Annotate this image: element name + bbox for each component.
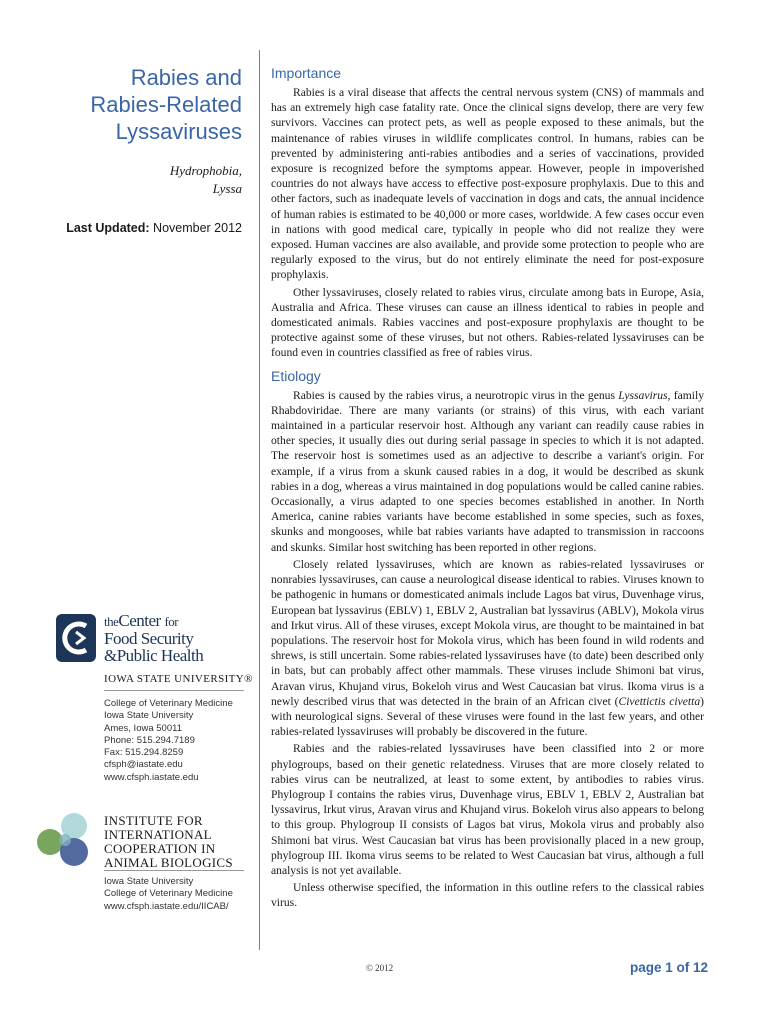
- last-updated-label: Last Updated:: [66, 221, 150, 235]
- contact-line: Ames, Iowa 50011: [104, 722, 182, 734]
- paragraph: Rabies is caused by the rabies virus, a neurotropic virus in the genus Lyssavirus, family Rhabdoviridae. There are many variants (or strains) of this virus, with each variant maintained in a particular reservoir host. Although any variant can readily cause rabies in other species, it usually dies out during serial passage in species to which it is not adapted. The reservoir host is sometimes used as an adjective to describe a variant's origin. For example, if a virus from a skunk caused rabies in a dog, it would be described as skunk rabies in a dog, whereas a virus maintained in dog populations would be called canine rabies. Occasionally, a virus adapted to one species becomes established in another. In North America, canine rabies variants have become established in some species, such as foxes, skunks and mongooses, while bat rabies variants have adapted to transmission in raccoons and skunks. Similar host switching has been reported in other regions.: [271, 388, 704, 554]
- copyright: © 2012: [366, 963, 394, 973]
- species-name: Civettictis civetta: [618, 694, 701, 708]
- contact-line: Iowa State University: [104, 876, 194, 887]
- synonym-1: Hydrophobia,: [169, 163, 242, 178]
- paragraph: Rabies is a viral disease that affects the central nervous system (CNS) of mammals and has an extremely high case fatality rate. Once the clinical signs develop, there are very few survivors. Vaccines can protect pets, as well as people exposed to these animals, but the maintenance of rabies viruses in wildlife complicates control. In humans, rabies can be prevented by administering anti-rabies antibodies and a series of vaccinations, provided exposure is recognized before the symptoms appear. However, people in impoverished countries do not always have access to effective post-exposure prophylaxis. Due to this and other factors, such as inadequate levels of vaccination in dogs and cats, the annual incidence of human rabies is estimated to be 40,000 or more cases, worldwide. A few cases occur even in nations with good medical care, typically in people who did not realize they were exposed. Human vaccines are also available, and provide some protection to people who are regularly exposed to the virus, but do not entirely eliminate the need for post-exposure prophylaxis.: [271, 86, 704, 282]
- page-number: page 1 of 12: [629, 960, 708, 975]
- paragraph: Rabies and the rabies-related lyssaviruses have been classified into 2 or more phylogroups, based on their genetic relatedness. Viruses that are more closely related to rabies virus can be neutralized, at least to some extent, by antibodies to rabies virus. Phylogroup I contains the rabies virus, Duvenhage virus, EBLV 1, EBLV 2, Australian bat lyssavirus, Irkut virus, Aravan virus and Khujand virus. Bokeloh virus also appears to belong to this group. Phylogroup II consists of Lagos bat virus, Mokola virus and probably also Shimoni bat virus. West Caucasian bat virus has been provisionally placed in a new group, phylogroup III. Ikoma virus seems to be related to West Caucasian bat virus, although a full analysis is not yet available.: [271, 742, 704, 877]
- contact-email: cfsph@iastate.edu: [104, 759, 183, 771]
- university-name: IOWA STATE UNIVERSITY®: [104, 673, 253, 685]
- title-line-2: Rabies-Related: [90, 92, 242, 117]
- contact-website: www.cfsph.iastate.edu: [104, 771, 199, 783]
- iicab-contact: [104, 876, 233, 913]
- divider: [104, 870, 244, 871]
- divider: [104, 690, 244, 691]
- title-line-1: Rabies and: [130, 65, 242, 90]
- contact-website: www.cfsph.iastate.edu/IICAB/: [104, 900, 229, 912]
- contact-line: College of Veterinary Medicine: [104, 888, 233, 900]
- synonyms: [42, 162, 242, 198]
- paragraph: Unless otherwise specified, the information in this outline refers to the classical rabies virus.: [271, 881, 704, 910]
- cfsph-c-icon: [56, 614, 100, 664]
- cfsph-logo-text: theCenter for Food Security &Public Health: [104, 611, 204, 665]
- paragraph: Closely related lyssaviruses, which are known as rabies-related lyssaviruses or nonrabies lyssaviruses, can cause a neurological disease identical to rabies. Viruses known to be pathogenic in humans or domesticated animals include Lagos bat virus, Duvenhage virus, European bat lyssavirus (EBLV) 1, EBLV 2, Australian bat lyssavirus (ABLV), Mokola virus and Irkut virus. All of these viruses, except Mokola virus, are thought to be maintained in bat populations. The reservoir host for Mokola virus, which has been found in wild rodents and shrews, is still uncertain. Some rabies-related lyssaviruses have (to date) been described only in bats, but can probably affect other mammals. These viruses include Shimoni bat virus, Aravan virus, Khujand virus, Bokeloh virus and West Caucasian bat virus. Ikoma virus is a newly described virus that was detected in the brain of an African civet (Civettictis civetta) with neurological signs. Several of these viruses were found in the last few years, and other rabies-related lyssaviruses will probably be discovered in the future.: [271, 557, 704, 739]
- genus-name: Lyssavirus: [618, 388, 668, 402]
- last-updated-value: November 2012: [153, 221, 242, 235]
- synonym-2: Lyssa: [212, 181, 242, 196]
- main-content: [271, 64, 704, 911]
- section-heading: Etiology: [271, 367, 321, 384]
- cfsph-logo: [56, 612, 246, 672]
- last-updated: [2, 221, 242, 235]
- section-heading: Importance: [271, 65, 342, 81]
- paragraph: Other lyssaviruses, closely related to rabies virus, circulate among bats in Europe, Asia, Australia and Africa. These viruses can cause an illness identical to rabies in people and domesticated animals. Rabies vaccines and post-exposure prophylaxis are thought to be protective against some of these viruses, but not others. Rabies-related lyssaviruses can be found even in countries classified as free of rabies virus.: [271, 285, 704, 360]
- iicab-name: INSTITUTE FOR INTERNATIONAL COOPERATION IN ANIMAL BIOLOGICS: [104, 813, 233, 870]
- column-divider: [259, 50, 260, 950]
- document-title: [12, 64, 242, 145]
- contact-line: Iowa State University: [104, 710, 194, 722]
- contact-line: College of Veterinary Medicine: [104, 698, 233, 709]
- iicab-circles-icon: [34, 812, 96, 870]
- contact-line: Fax: 515.294.8259: [104, 747, 184, 759]
- sidebar: [0, 0, 258, 1024]
- section-etiology: [271, 367, 704, 911]
- contact-line: Phone: 515.294.7189: [104, 734, 195, 746]
- title-line-3: Lyssaviruses: [115, 119, 242, 144]
- section-importance: [271, 64, 704, 361]
- cfsph-contact: [104, 698, 233, 784]
